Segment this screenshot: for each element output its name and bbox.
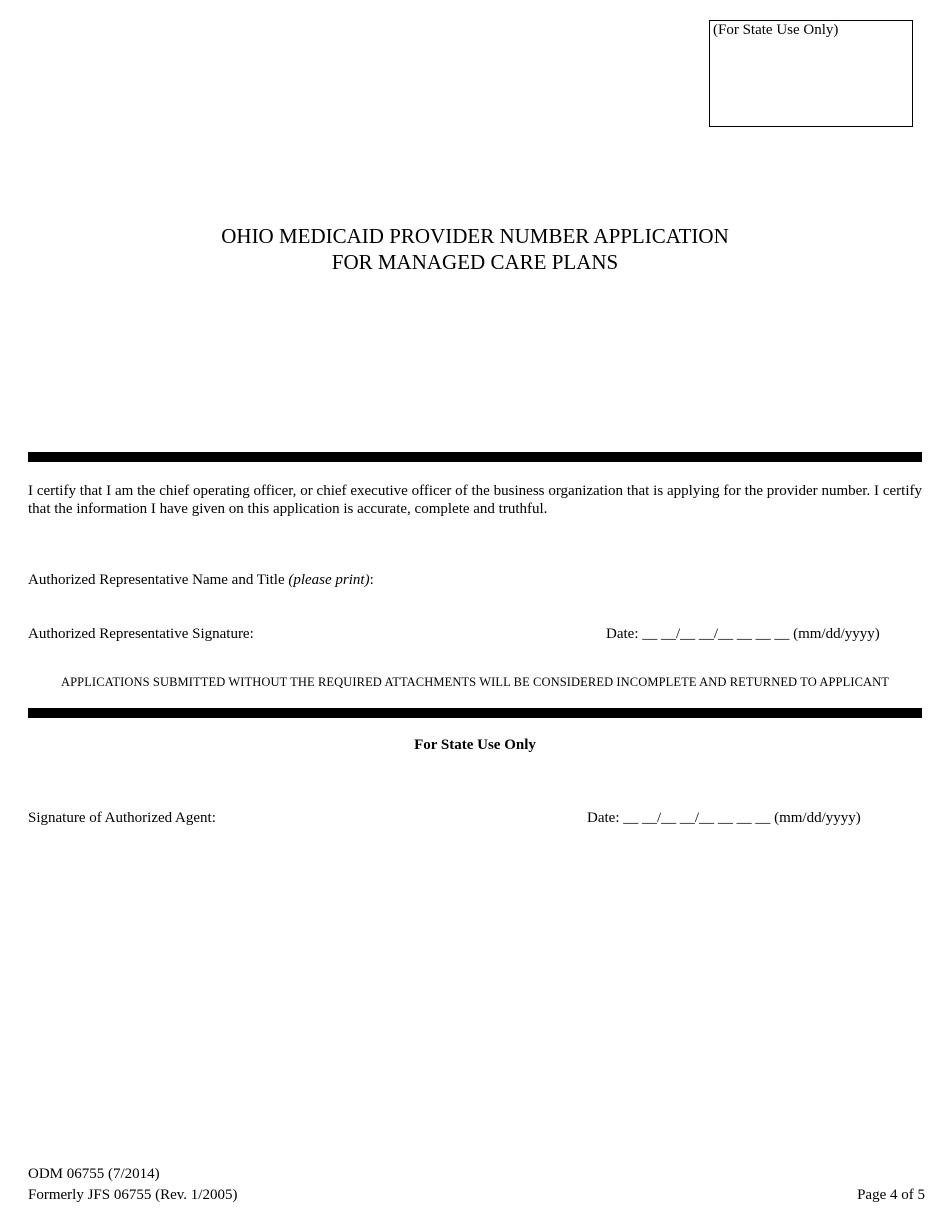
rep-name-title-field[interactable] — [28, 571, 374, 589]
agent-signature-label: Signature of Authorized Agent: — [28, 810, 216, 826]
form-number: ODM 06755 (7/2014) — [28, 1166, 160, 1182]
rep-name-title-hint: (please print) — [288, 572, 370, 588]
form-title-line1: OHIO MEDICAID PROVIDER NUMBER APPLICATION — [221, 224, 729, 248]
agent-signature-field[interactable] — [28, 809, 216, 827]
bottom-divider-bar — [28, 708, 922, 718]
attachments-notice: APPLICATIONS SUBMITTED WITHOUT THE REQUIRED ATTACHMENTS WILL BE CONSIDERED INCOMPLETE AND RETURNED TO APPLICANT — [60, 675, 890, 689]
certification-statement: I certify that I am the chief operating officer, or chief executive officer of the business organization that is applying for the provider number. I certify that the information I have given on this application is accurate, complete and truthful. — [28, 483, 922, 517]
page-number: Page 4 of 5 — [857, 1187, 925, 1203]
rep-date-field[interactable] — [606, 625, 880, 643]
state-use-box — [709, 20, 913, 127]
rep-name-title-label: Authorized Representative Name and Title — [28, 572, 289, 588]
rep-signature-label: Authorized Representative Signature: — [28, 626, 254, 642]
rep-name-title-colon: : — [369, 572, 374, 588]
form-title-line2: FOR MANAGED CARE PLANS — [331, 250, 619, 274]
rep-date-label: Date: __ __/__ __/__ __ __ __ (mm/dd/yyyy) — [606, 626, 880, 642]
state-use-box-label: (For State Use Only) — [713, 22, 839, 38]
rep-signature-field[interactable] — [28, 625, 254, 643]
top-divider-bar — [28, 452, 922, 462]
agent-date-label: Date: __ __/__ __/__ __ __ __ (mm/dd/yyyy) — [587, 810, 861, 826]
formerly-form-number: Formerly JFS 06755 (Rev. 1/2005) — [28, 1187, 238, 1203]
state-use-heading: For State Use Only — [414, 737, 536, 753]
agent-date-field[interactable] — [587, 809, 861, 827]
